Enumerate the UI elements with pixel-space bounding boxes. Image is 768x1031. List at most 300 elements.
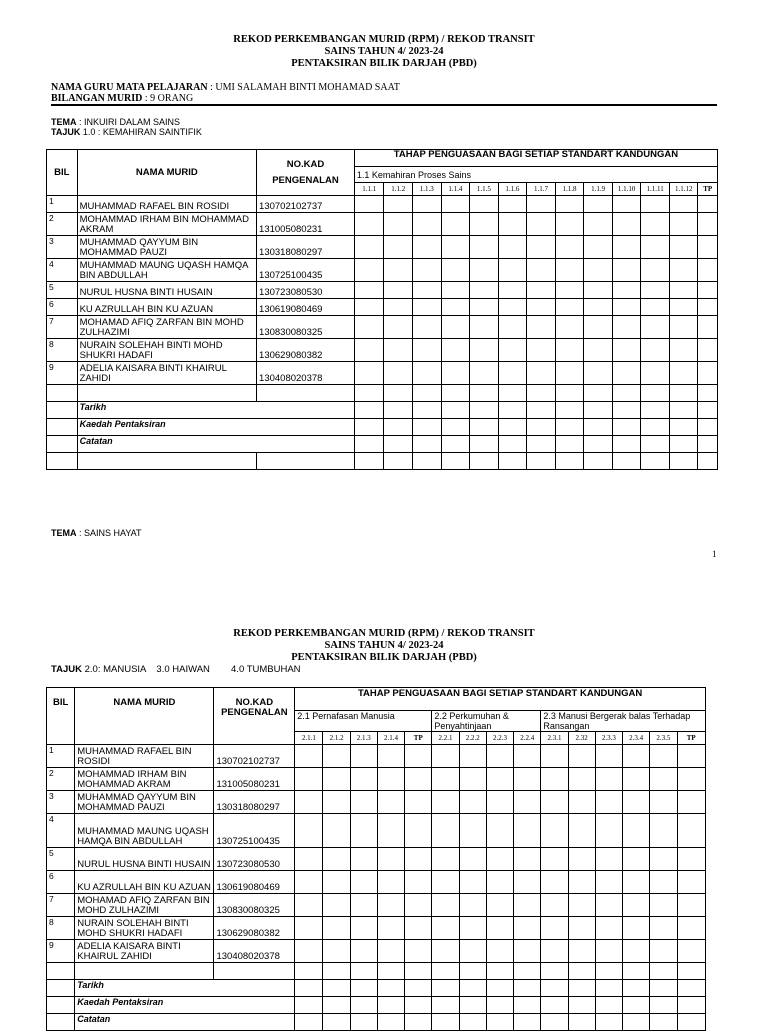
empty-cell[interactable] (413, 453, 442, 470)
footer-cell[interactable] (441, 402, 470, 419)
empty-cell[interactable] (498, 453, 527, 470)
score-cell[interactable] (669, 282, 698, 299)
score-cell[interactable] (405, 814, 432, 848)
score-cell[interactable] (612, 362, 641, 385)
score-cell[interactable] (405, 768, 432, 791)
score-cell[interactable] (555, 259, 584, 282)
empty-cell[interactable] (77, 385, 256, 402)
empty-cell[interactable] (47, 453, 78, 470)
empty-cell[interactable] (584, 453, 613, 470)
score-cell[interactable] (555, 316, 584, 339)
score-cell[interactable] (459, 814, 486, 848)
score-cell[interactable] (650, 768, 677, 791)
score-cell[interactable] (377, 917, 404, 940)
empty-cell[interactable] (470, 453, 499, 470)
empty-cell[interactable] (295, 963, 323, 980)
score-cell[interactable] (612, 236, 641, 259)
score-cell[interactable] (354, 196, 384, 213)
footer-cell[interactable] (384, 402, 413, 419)
score-cell[interactable] (541, 917, 568, 940)
score-cell[interactable] (650, 894, 677, 917)
score-cell[interactable] (527, 299, 556, 316)
score-cell[interactable] (377, 745, 404, 768)
footer-cell[interactable] (377, 997, 404, 1014)
score-cell[interactable] (498, 213, 527, 236)
score-cell[interactable] (470, 299, 499, 316)
score-cell[interactable] (441, 299, 470, 316)
score-cell[interactable] (295, 940, 323, 963)
empty-cell[interactable] (384, 385, 413, 402)
score-cell[interactable] (612, 316, 641, 339)
footer-cell[interactable] (405, 997, 432, 1014)
score-cell[interactable] (350, 894, 377, 917)
footer-cell[interactable] (470, 419, 499, 436)
footer-cell[interactable] (612, 402, 641, 419)
score-cell[interactable] (470, 362, 499, 385)
score-cell[interactable] (514, 894, 541, 917)
score-cell[interactable] (384, 213, 413, 236)
footer-cell[interactable] (413, 419, 442, 436)
score-cell[interactable] (595, 768, 622, 791)
score-cell[interactable] (459, 940, 486, 963)
footer-cell[interactable] (323, 1014, 350, 1031)
footer-cell[interactable] (641, 436, 670, 453)
score-cell[interactable] (669, 236, 698, 259)
score-cell[interactable] (623, 917, 650, 940)
score-cell[interactable] (432, 894, 459, 917)
empty-cell[interactable] (612, 453, 641, 470)
score-cell[interactable] (441, 362, 470, 385)
score-cell[interactable] (295, 814, 323, 848)
score-cell[interactable] (669, 316, 698, 339)
score-cell[interactable] (413, 213, 442, 236)
score-cell[interactable] (698, 196, 718, 213)
footer-cell[interactable] (459, 997, 486, 1014)
score-cell[interactable] (669, 213, 698, 236)
score-cell[interactable] (413, 282, 442, 299)
score-cell[interactable] (527, 259, 556, 282)
footer-cell[interactable] (623, 980, 650, 997)
footer-cell[interactable] (612, 419, 641, 436)
score-cell[interactable] (441, 316, 470, 339)
score-cell[interactable] (541, 791, 568, 814)
score-cell[interactable] (459, 848, 486, 871)
score-cell[interactable] (555, 362, 584, 385)
score-cell[interactable] (514, 768, 541, 791)
score-cell[interactable] (498, 196, 527, 213)
score-cell[interactable] (413, 259, 442, 282)
score-cell[interactable] (459, 871, 486, 894)
footer-cell[interactable] (527, 436, 556, 453)
score-cell[interactable] (432, 940, 459, 963)
footer-cell[interactable] (612, 436, 641, 453)
score-cell[interactable] (650, 791, 677, 814)
score-cell[interactable] (568, 768, 595, 791)
score-cell[interactable] (486, 745, 513, 768)
score-cell[interactable] (413, 316, 442, 339)
empty-cell[interactable] (441, 385, 470, 402)
score-cell[interactable] (595, 917, 622, 940)
score-cell[interactable] (641, 259, 670, 282)
score-cell[interactable] (514, 917, 541, 940)
footer-cell[interactable] (669, 402, 698, 419)
score-cell[interactable] (541, 940, 568, 963)
score-cell[interactable] (641, 339, 670, 362)
score-cell[interactable] (498, 362, 527, 385)
score-cell[interactable] (568, 814, 595, 848)
footer-cell[interactable] (527, 402, 556, 419)
score-cell[interactable] (486, 871, 513, 894)
score-cell[interactable] (405, 894, 432, 917)
score-cell[interactable] (486, 917, 513, 940)
empty-cell[interactable] (470, 385, 499, 402)
score-cell[interactable] (470, 282, 499, 299)
score-cell[interactable] (698, 236, 718, 259)
score-cell[interactable] (405, 940, 432, 963)
footer-cell[interactable] (650, 980, 677, 997)
score-cell[interactable] (413, 339, 442, 362)
score-cell[interactable] (698, 282, 718, 299)
score-cell[interactable] (568, 940, 595, 963)
footer-cell[interactable] (677, 980, 706, 997)
footer-cell[interactable] (432, 997, 459, 1014)
score-cell[interactable] (641, 196, 670, 213)
footer-cell[interactable] (541, 980, 568, 997)
score-cell[interactable] (350, 814, 377, 848)
score-cell[interactable] (354, 339, 384, 362)
footer-cell[interactable] (441, 436, 470, 453)
score-cell[interactable] (377, 768, 404, 791)
score-cell[interactable] (377, 871, 404, 894)
footer-cell[interactable] (377, 980, 404, 997)
score-cell[interactable] (584, 316, 613, 339)
score-cell[interactable] (377, 791, 404, 814)
empty-cell[interactable] (350, 963, 377, 980)
empty-cell[interactable] (377, 963, 404, 980)
score-cell[interactable] (698, 213, 718, 236)
score-cell[interactable] (677, 917, 706, 940)
empty-cell[interactable] (498, 385, 527, 402)
footer-cell[interactable] (323, 997, 350, 1014)
empty-cell[interactable] (384, 453, 413, 470)
score-cell[interactable] (568, 917, 595, 940)
score-cell[interactable] (623, 745, 650, 768)
empty-cell[interactable] (47, 385, 78, 402)
score-cell[interactable] (584, 362, 613, 385)
score-cell[interactable] (498, 339, 527, 362)
footer-cell[interactable] (459, 980, 486, 997)
footer-cell[interactable] (498, 419, 527, 436)
score-cell[interactable] (498, 316, 527, 339)
score-cell[interactable] (470, 316, 499, 339)
score-cell[interactable] (498, 259, 527, 282)
score-cell[interactable] (354, 299, 384, 316)
footer-cell[interactable] (555, 402, 584, 419)
score-cell[interactable] (698, 362, 718, 385)
score-cell[interactable] (384, 236, 413, 259)
footer-cell[interactable] (698, 436, 718, 453)
empty-cell[interactable] (214, 963, 295, 980)
footer-cell[interactable] (441, 419, 470, 436)
score-cell[interactable] (669, 196, 698, 213)
score-cell[interactable] (568, 894, 595, 917)
footer-cell[interactable] (669, 419, 698, 436)
score-cell[interactable] (595, 745, 622, 768)
empty-cell[interactable] (650, 963, 677, 980)
score-cell[interactable] (677, 894, 706, 917)
score-cell[interactable] (650, 871, 677, 894)
score-cell[interactable] (350, 917, 377, 940)
score-cell[interactable] (486, 894, 513, 917)
footer-cell[interactable] (514, 1014, 541, 1031)
score-cell[interactable] (384, 259, 413, 282)
score-cell[interactable] (677, 814, 706, 848)
score-cell[interactable] (354, 282, 384, 299)
score-cell[interactable] (354, 259, 384, 282)
score-cell[interactable] (323, 768, 350, 791)
score-cell[interactable] (527, 362, 556, 385)
score-cell[interactable] (486, 814, 513, 848)
footer-cell[interactable] (555, 419, 584, 436)
score-cell[interactable] (514, 791, 541, 814)
score-cell[interactable] (350, 848, 377, 871)
footer-cell[interactable] (498, 436, 527, 453)
footer-cell[interactable] (384, 436, 413, 453)
empty-cell[interactable] (459, 963, 486, 980)
score-cell[interactable] (669, 299, 698, 316)
score-cell[interactable] (432, 745, 459, 768)
score-cell[interactable] (541, 768, 568, 791)
score-cell[interactable] (432, 848, 459, 871)
score-cell[interactable] (612, 299, 641, 316)
footer-cell[interactable] (405, 1014, 432, 1031)
footer-cell[interactable] (641, 402, 670, 419)
score-cell[interactable] (470, 196, 499, 213)
score-cell[interactable] (432, 871, 459, 894)
score-cell[interactable] (623, 814, 650, 848)
empty-cell[interactable] (595, 963, 622, 980)
score-cell[interactable] (354, 236, 384, 259)
empty-cell[interactable] (514, 963, 541, 980)
score-cell[interactable] (527, 316, 556, 339)
score-cell[interactable] (641, 282, 670, 299)
score-cell[interactable] (555, 299, 584, 316)
score-cell[interactable] (405, 917, 432, 940)
score-cell[interactable] (612, 339, 641, 362)
score-cell[interactable] (623, 768, 650, 791)
score-cell[interactable] (568, 791, 595, 814)
score-cell[interactable] (595, 894, 622, 917)
score-cell[interactable] (486, 848, 513, 871)
score-cell[interactable] (405, 791, 432, 814)
footer-cell[interactable] (413, 436, 442, 453)
score-cell[interactable] (377, 814, 404, 848)
score-cell[interactable] (650, 917, 677, 940)
score-cell[interactable] (432, 768, 459, 791)
score-cell[interactable] (514, 940, 541, 963)
footer-cell[interactable] (350, 1014, 377, 1031)
footer-cell[interactable] (541, 1014, 568, 1031)
score-cell[interactable] (354, 213, 384, 236)
score-cell[interactable] (669, 362, 698, 385)
footer-cell[interactable] (677, 1014, 706, 1031)
score-cell[interactable] (623, 848, 650, 871)
score-cell[interactable] (441, 259, 470, 282)
score-cell[interactable] (470, 259, 499, 282)
empty-cell[interactable] (432, 963, 459, 980)
score-cell[interactable] (384, 316, 413, 339)
footer-cell[interactable] (459, 1014, 486, 1031)
score-cell[interactable] (584, 236, 613, 259)
score-cell[interactable] (514, 871, 541, 894)
footer-cell[interactable] (514, 980, 541, 997)
score-cell[interactable] (555, 196, 584, 213)
score-cell[interactable] (677, 768, 706, 791)
score-cell[interactable] (641, 299, 670, 316)
score-cell[interactable] (295, 871, 323, 894)
footer-cell[interactable] (650, 997, 677, 1014)
score-cell[interactable] (498, 236, 527, 259)
footer-cell[interactable] (623, 1014, 650, 1031)
footer-cell[interactable] (677, 997, 706, 1014)
score-cell[interactable] (677, 848, 706, 871)
score-cell[interactable] (413, 299, 442, 316)
empty-cell[interactable] (257, 453, 355, 470)
score-cell[interactable] (514, 814, 541, 848)
footer-cell[interactable] (295, 997, 323, 1014)
empty-cell[interactable] (541, 963, 568, 980)
score-cell[interactable] (584, 339, 613, 362)
score-cell[interactable] (677, 791, 706, 814)
score-cell[interactable] (527, 282, 556, 299)
score-cell[interactable] (584, 259, 613, 282)
score-cell[interactable] (350, 940, 377, 963)
score-cell[interactable] (486, 791, 513, 814)
score-cell[interactable] (641, 236, 670, 259)
empty-cell[interactable] (641, 385, 670, 402)
score-cell[interactable] (323, 745, 350, 768)
empty-cell[interactable] (323, 963, 350, 980)
score-cell[interactable] (295, 894, 323, 917)
footer-cell[interactable] (595, 997, 622, 1014)
empty-cell[interactable] (486, 963, 513, 980)
score-cell[interactable] (459, 894, 486, 917)
footer-cell[interactable] (432, 980, 459, 997)
footer-cell[interactable] (527, 419, 556, 436)
score-cell[interactable] (486, 768, 513, 791)
score-cell[interactable] (650, 848, 677, 871)
score-cell[interactable] (413, 196, 442, 213)
score-cell[interactable] (354, 362, 384, 385)
footer-cell[interactable] (514, 997, 541, 1014)
score-cell[interactable] (377, 940, 404, 963)
score-cell[interactable] (295, 745, 323, 768)
score-cell[interactable] (541, 871, 568, 894)
footer-cell[interactable] (470, 436, 499, 453)
score-cell[interactable] (612, 282, 641, 299)
score-cell[interactable] (350, 871, 377, 894)
empty-cell[interactable] (568, 963, 595, 980)
footer-cell[interactable] (354, 402, 384, 419)
score-cell[interactable] (432, 791, 459, 814)
score-cell[interactable] (470, 339, 499, 362)
empty-cell[interactable] (441, 453, 470, 470)
score-cell[interactable] (568, 848, 595, 871)
footer-cell[interactable] (584, 402, 613, 419)
score-cell[interactable] (441, 339, 470, 362)
empty-cell[interactable] (257, 385, 355, 402)
score-cell[interactable] (323, 848, 350, 871)
score-cell[interactable] (459, 745, 486, 768)
score-cell[interactable] (541, 745, 568, 768)
score-cell[interactable] (555, 339, 584, 362)
footer-cell[interactable] (568, 997, 595, 1014)
score-cell[interactable] (384, 282, 413, 299)
score-cell[interactable] (650, 814, 677, 848)
footer-cell[interactable] (595, 1014, 622, 1031)
score-cell[interactable] (612, 259, 641, 282)
score-cell[interactable] (441, 236, 470, 259)
empty-cell[interactable] (75, 963, 214, 980)
score-cell[interactable] (384, 339, 413, 362)
footer-cell[interactable] (541, 997, 568, 1014)
empty-cell[interactable] (669, 453, 698, 470)
score-cell[interactable] (441, 213, 470, 236)
footer-cell[interactable] (568, 980, 595, 997)
empty-cell[interactable] (698, 453, 718, 470)
score-cell[interactable] (623, 871, 650, 894)
score-cell[interactable] (584, 299, 613, 316)
footer-cell[interactable] (486, 997, 513, 1014)
score-cell[interactable] (641, 316, 670, 339)
score-cell[interactable] (405, 745, 432, 768)
score-cell[interactable] (498, 299, 527, 316)
empty-cell[interactable] (405, 963, 432, 980)
score-cell[interactable] (541, 848, 568, 871)
score-cell[interactable] (295, 791, 323, 814)
score-cell[interactable] (377, 848, 404, 871)
footer-cell[interactable] (350, 980, 377, 997)
score-cell[interactable] (677, 871, 706, 894)
score-cell[interactable] (677, 745, 706, 768)
score-cell[interactable] (295, 848, 323, 871)
score-cell[interactable] (641, 213, 670, 236)
score-cell[interactable] (623, 791, 650, 814)
score-cell[interactable] (623, 894, 650, 917)
score-cell[interactable] (377, 894, 404, 917)
score-cell[interactable] (323, 791, 350, 814)
score-cell[interactable] (527, 339, 556, 362)
footer-cell[interactable] (323, 980, 350, 997)
score-cell[interactable] (323, 814, 350, 848)
score-cell[interactable] (459, 768, 486, 791)
score-cell[interactable] (441, 196, 470, 213)
footer-cell[interactable] (498, 402, 527, 419)
empty-cell[interactable] (354, 453, 384, 470)
score-cell[interactable] (568, 745, 595, 768)
footer-cell[interactable] (413, 402, 442, 419)
score-cell[interactable] (405, 848, 432, 871)
score-cell[interactable] (441, 282, 470, 299)
empty-cell[interactable] (527, 453, 556, 470)
score-cell[interactable] (323, 894, 350, 917)
footer-cell[interactable] (470, 402, 499, 419)
empty-cell[interactable] (47, 963, 75, 980)
score-cell[interactable] (405, 871, 432, 894)
score-cell[interactable] (612, 213, 641, 236)
empty-cell[interactable] (584, 385, 613, 402)
score-cell[interactable] (470, 236, 499, 259)
